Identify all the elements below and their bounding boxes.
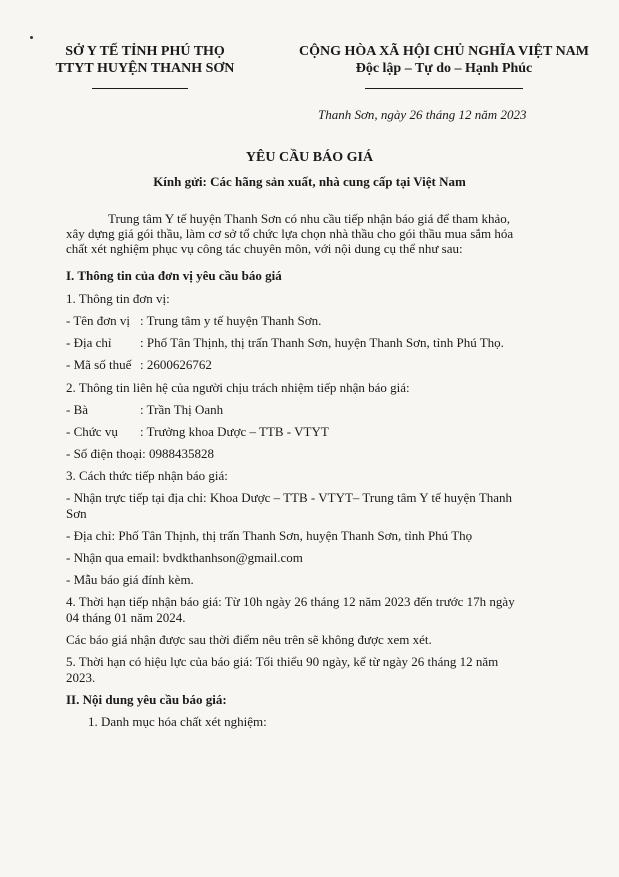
intro-line: Trung tâm Y tế huyện Thanh Sơn có nhu cầu tiếp nhận báo giá để tham khảo,	[108, 211, 510, 226]
sub-item: 2. Thông tin liên hệ của người chịu trách nhiệm tiếp nhận báo giá:	[66, 380, 410, 395]
scan-speck	[30, 36, 33, 39]
field-label: - Tên đơn vị	[66, 313, 131, 328]
field-label: - Bà	[66, 402, 89, 417]
field-value: : Trưởng khoa Dược – TTB - VTYT	[140, 424, 329, 439]
direct-receive-line: - Nhận trực tiếp tại địa chỉ: Khoa Dược – TTB - VTYT– Trung tâm Y tế huyện Thanh	[66, 490, 513, 505]
field-value: : Trần Thị Oanh	[140, 402, 224, 417]
national-motto: Độc lập – Tự do – Hạnh Phúc	[355, 61, 533, 76]
sub-item: 3. Cách thức tiếp nhận báo giá:	[66, 468, 228, 483]
recipient-line: Kính gửi: Các hãng sản xuất, nhà cung cấp tại Việt Nam	[153, 174, 466, 189]
field-value: : Trung tâm y tế huyện Thanh Sơn.	[140, 313, 322, 328]
validity-line: 5. Thời hạn có hiệu lực của báo giá: Tối thiểu 90 ngày, kể từ ngày 26 tháng 12 năm	[66, 654, 499, 669]
template-line: - Mẫu báo giá đính kèm.	[66, 572, 194, 587]
unit-name: TTYT HUYỆN THANH SƠN	[55, 61, 235, 76]
sub-item: 1. Danh mục hóa chất xét nghiệm:	[88, 714, 267, 729]
field-label: - Chức vụ	[66, 424, 118, 439]
deadline-line: 04 tháng 01 năm 2024.	[66, 610, 186, 625]
phone-line: - Số điện thoại: 0988435828	[66, 446, 215, 461]
intro-line: chất xét nghiệm phục vụ công tác chuyên môn, với nội dung cụ thể như sau:	[66, 241, 463, 256]
date-line: Thanh Sơn, ngày 26 tháng 12 năm 2023	[318, 107, 527, 122]
left-header-underline	[92, 88, 188, 89]
field-label: - Địa chỉ	[66, 335, 112, 350]
sub-item: 1. Thông tin đơn vị:	[66, 291, 170, 306]
address-line: - Địa chỉ: Phố Tân Thịnh, thị trấn Thanh Sơn, huyện Thanh Sơn, tỉnh Phú Thọ	[66, 528, 473, 543]
intro-line: xây dựng giá gói thầu, làm cơ sở tổ chức lựa chọn nhà thầu cho gói thầu mua sắm hóa	[66, 226, 514, 241]
document-title: YÊU CẦU BÁO GIÁ	[245, 150, 374, 165]
field-value: : Phố Tân Thịnh, thị trấn Thanh Sơn, huyện Thanh Sơn, tỉnh Phú Thọ.	[140, 335, 504, 350]
deadline-line: 4. Thời hạn tiếp nhận báo giá: Từ 10h ngày 26 tháng 12 năm 2023 đến trước 17h ngày	[66, 594, 515, 609]
right-header-underline	[365, 88, 523, 89]
section-heading: I. Thông tin của đơn vị yêu cầu báo giá	[66, 268, 282, 283]
direct-receive-line: Sơn	[66, 506, 87, 521]
national-title: CỘNG HÒA XÃ HỘI CHỦ NGHĨA VIỆT NAM	[298, 44, 589, 59]
field-value: : 2600626762	[140, 357, 212, 372]
late-note: Các báo giá nhận được sau thời điểm nêu trên sẽ không được xem xét.	[66, 632, 432, 647]
agency-name: SỞ Y TẾ TỈNH PHÚ THỌ	[65, 44, 225, 59]
email-line: - Nhận qua email: bvdkthanhson@gmail.com	[66, 550, 303, 565]
validity-line: 2023.	[66, 670, 96, 685]
section-heading: II. Nội dung yêu cầu báo giá:	[66, 692, 227, 707]
field-label: - Mã số thuế	[66, 357, 132, 372]
